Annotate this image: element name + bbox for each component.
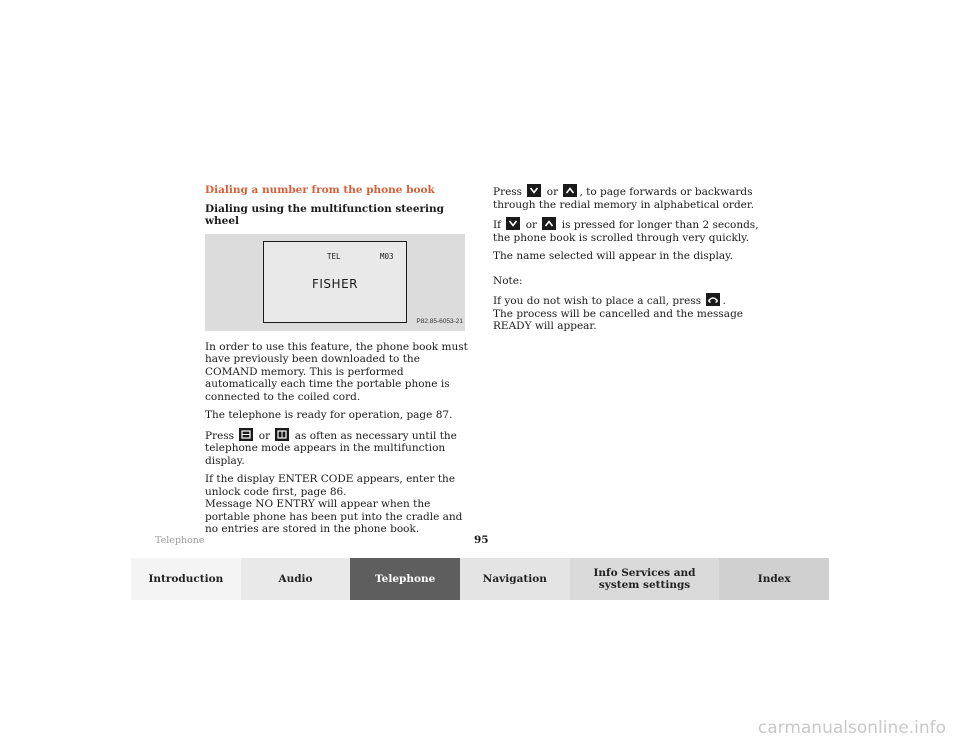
left-column (205, 184, 470, 542)
tab-introduction[interactable]: Introduction (131, 558, 241, 600)
paragraph: Press or as often as necessary until the telephone mode appears in the multifunction display. (205, 429, 457, 467)
watermark: carmanualsonline.info (757, 718, 946, 738)
right-column (493, 184, 761, 339)
display-back-key-icon (275, 428, 289, 441)
paragraph: The name selected will appear in the display. (493, 250, 734, 262)
tab-index[interactable]: Index (719, 558, 829, 600)
scroll-up-key-icon (563, 184, 577, 197)
display-mode-label: TEL (327, 251, 341, 261)
note-label: Note: (493, 274, 523, 287)
display-memory-label: M03 (380, 251, 394, 261)
end-call-key-icon (706, 293, 720, 306)
scroll-down-key-icon (527, 184, 541, 197)
tab-navigation[interactable]: Navigation (460, 558, 570, 600)
paragraph: If or is pressed for longer than 2 seconds, the phone book is scrolled through very quickly. (493, 219, 759, 244)
paragraph: In order to use this feature, the phone book must have previously been downloaded to the COMAND memory. This is performed automatically each time the portable phone is connected to the coiled cord. (205, 340, 468, 403)
figure-code: P82.85-6053-21 (416, 318, 463, 325)
display-forward-key-icon (239, 428, 253, 441)
display-name: FISHER (311, 276, 358, 291)
sub-title: Dialing using the multifunction steering wheel (205, 202, 444, 227)
scroll-down-key-icon (506, 217, 520, 230)
paragraph: If you do not wish to place a call, press . The process will be cancelled and the message READY will appear. (493, 295, 744, 332)
chapter-tabs (131, 558, 829, 600)
tab-audio[interactable]: Audio (241, 558, 351, 600)
paragraph: The telephone is ready for operation, page 87. (205, 409, 453, 421)
scroll-up-key-icon (542, 217, 556, 230)
multifunction-display (263, 241, 407, 323)
section-title: Dialing a number from the phone book (205, 184, 435, 196)
tab-telephone[interactable]: Telephone (350, 558, 460, 600)
page-number: 95 (474, 534, 489, 546)
paragraph: If the display ENTER CODE appears, enter the unlock code first, page 86. Message NO ENTRY will appear when the portable phone has been put into the cradle and no entries are stored in the phone book. (205, 473, 463, 535)
running-section-label: Telephone (155, 535, 205, 546)
tab-info-services[interactable]: Info Services and system settings (570, 558, 720, 600)
display-figure (205, 234, 465, 331)
paragraph: Press or , to page forwards or backwards through the redial memory in alphabetical order. (493, 186, 755, 211)
